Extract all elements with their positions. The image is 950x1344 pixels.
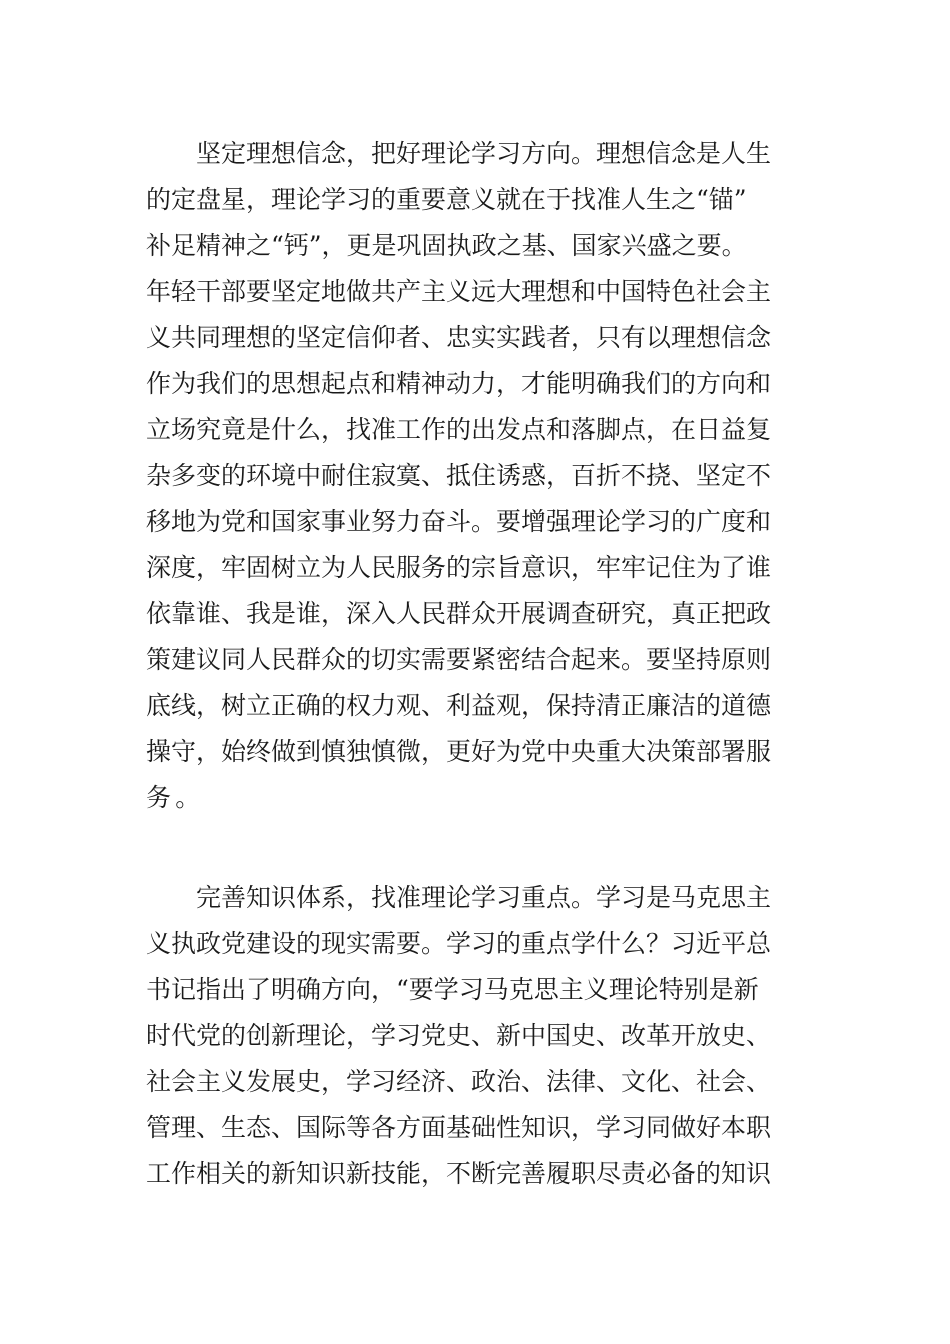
text-line: 时代党的创新理论，学习党史、新中国史、改革开放史、	[146, 1021, 772, 1050]
text-line: 坚定理想信念，把好理论学习方向。理想信念是人生	[196, 139, 772, 168]
text-line: 务。	[146, 783, 205, 812]
text-line: 社会主义发展史，学习经济、政治、法律、文化、社会、	[146, 1067, 772, 1096]
text-line: 立场究竟是什么，找准工作的出发点和落脚点，在日益复	[146, 415, 772, 444]
text-line: 年轻干部要坚定地做共产主义远大理想和中国特色社会主	[146, 277, 772, 306]
text-line: 书记指出了明确方向，“要学习马克思主义理论特别是新	[146, 975, 759, 1004]
text-line: 管理、生态、国际等各方面基础性知识，学习同做好本职	[146, 1113, 772, 1142]
text-line: 的定盘星，理论学习的重要意义就在于找准人生之“锚”	[146, 185, 747, 214]
text-line: 作为我们的思想起点和精神动力，才能明确我们的方向和	[146, 369, 772, 398]
text-line: 完善知识体系，找准理论学习重点。学习是马克思主	[196, 883, 772, 912]
text-line: 依靠谁、我是谁，深入人民群众开展调查研究，真正把政	[146, 599, 772, 628]
text-line: 杂多变的环境中耐住寂寞、抵住诱惑，百折不挠、坚定不	[146, 461, 772, 490]
text-line: 操守，始终做到慎独慎微，更好为党中央重大决策部署服	[146, 737, 772, 766]
text-line: 义共同理想的坚定信仰者、忠实实践者，只有以理想信念	[146, 323, 772, 352]
text-line: 移地为党和国家事业努力奋斗。要增强理论学习的广度和	[146, 507, 772, 536]
text-line: 补足精神之“钙”，更是巩固执政之基、国家兴盛之要。	[146, 231, 747, 260]
text-line: 工作相关的新知识新技能，不断完善履职尽责必备的知识	[146, 1159, 772, 1188]
text-line: 义执政党建设的现实需要。学习的重点学什么？习近平总	[146, 929, 772, 958]
text-line: 深度，牢固树立为人民服务的宗旨意识，牢牢记住为了谁	[146, 553, 772, 582]
text-line: 底线，树立正确的权力观、利益观，保持清正廉洁的道德	[146, 691, 772, 720]
text-line: 策建议同人民群众的切实需要紧密结合起来。要坚持原则	[146, 645, 772, 674]
